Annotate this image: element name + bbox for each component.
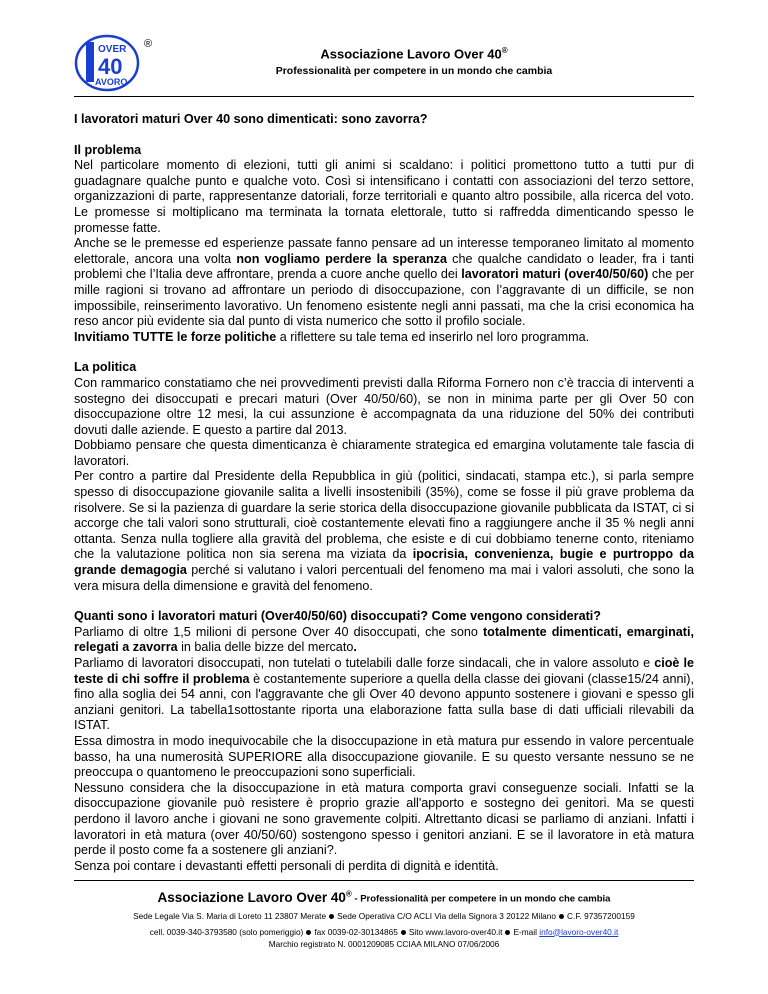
header-subtitle: Professionalità per competere in un mondo che cambia <box>275 65 553 77</box>
section-heading-quanti: Quanti sono i lavoratori maturi (Over40/50/60) disoccupati? Come vengono considerati? <box>74 609 601 624</box>
footer-subtitle: - Professionalità per competere in un mondo che cambia <box>351 893 611 905</box>
document-body <box>74 112 694 874</box>
page-footer <box>74 880 694 950</box>
paragraph: Parliamo di lavoratori disoccupati, non tutelati o tutelabili dalle forze sindacali, che in valore assoluto e cioè le teste di chi soffre il problema è costantemente superiore a quella della classe dei giovani (classe15/24 anni), fino alla soglia dei 54 anni, con l'aggravante che gli Over 40 devono appunto sostenere i giovani e spesso gli anziani genitori. La tabella1sottostante riporta una elaborazione fatta sulla base di dati ufficiali rilevabili da ISTAT. <box>74 656 694 733</box>
footer-divider <box>74 880 694 881</box>
email-link[interactable]: info@lavoro-over40.it <box>539 926 619 937</box>
paragraph: Nessuno considera che la disoccupazione in età matura comporta gravi conseguenze sociali. Infatti se la disoccupazione giovanile può resistere è proprio grazie all'apporto e sostegno dei genitori. Ma se questi perdono il lavoro anche i giovani ne sono gravemente colpiti. Altrettanto dicasi se parliamo di anziani. Infatti i lavoratori in età matura (over 40/50/60) sostengono spesso i genitori anziani. E se il lavoratore in età matura perde il posto come fa a sostenere gli anziani?. <box>74 780 694 858</box>
header-title <box>74 46 694 61</box>
paragraph: Essa dimostra in modo inequivocabile che la disoccupazione in età matura pur essendo in valore percentuale basso, ha una numerosità SUPERIORE alla disoccupazione giovanile. E su questo versante nessuno se ne preoccupa o quantomeno le preoccupazioni sono superficiali. <box>74 733 694 780</box>
registered-mark: ® <box>144 38 153 50</box>
section-heading-politica: La politica <box>74 360 137 375</box>
header-title-text: Associazione Lavoro Over 40 <box>320 46 502 62</box>
header-title-sup: ® <box>501 46 508 55</box>
footer-trademark-line: Marchio registrato N. 0001209085 CCIAA MILANO 07/06/2006 <box>268 938 500 949</box>
paragraph: Dobbiamo pensare che questa dimenticanza è chiaramente strategica ed emargina volutamente tale fascia di lavoratori. <box>74 438 694 468</box>
paragraph: Parliamo di oltre 1,5 milioni di persone Over 40 disoccupati, che sono totalmente dimenticati, emarginati, relegati a zavorra in balia delle bizze del mercato. <box>74 624 694 655</box>
logo-over-text: OVER <box>98 44 127 55</box>
paragraph: Anche se le premesse ed esperienze passate fanno pensare ad un interesse temporaneo limitato al momento elettorale, ancora una volta non vogliamo perdere la speranza che qualche candidato o leader, fra i tanti problemi che l’Italia deve affrontare, prenda a cuore anche quello dei lavoratori maturi (over40/50/60) che per mille ragioni si trovano ad affrontare un periodo di disoccupazione, con l’aggravante di un difficile, se non impossibile, reinserimento lavorativo. Un fenomeno esistente negli anni passati, ma che la crisi economica ha reso ancor più evidente sia dal punto di vista numerico che sotto il profilo sociale. <box>74 236 694 329</box>
footer-title-line <box>74 889 694 905</box>
paragraph: Senza poi contare i devastanti effetti personali di perdita di dignità e identità. <box>74 858 499 873</box>
footer-contact-line: cell. 0039-340-3793580 (solo pomeriggio) fax 0039-02-30134865 Sito www.lavoro-over40.it E-mail info@lavoro-over40.it <box>149 926 619 937</box>
footer-title: Associazione Lavoro Over 40® <box>157 889 352 905</box>
paragraph: Nel particolare momento di elezioni, tutti gli animi si scaldano: i politici promettono tutto a tutti pur di guadagnare qualche punto e qualche voto. Così si intensificano i contatti con associazioni del terzo settore, organizzazioni di parte, rappresentanze datoriali, forze territoriali e quanto altro possibile, alla ricerca del voto. Le promesse si moltiplicano ma terminata la tornata elettorale, tutto si raffredda dimenticando spesso le promesse fatte. <box>74 158 694 235</box>
document-title: I lavoratori maturi Over 40 sono dimenticati: sono zavorra? <box>74 112 428 126</box>
header-divider <box>74 96 694 97</box>
bullet-icon <box>559 914 564 919</box>
section-heading-problema: Il problema <box>74 142 142 157</box>
footer-address-line: Sede Legale Via S. Maria di Loreto 11 23807 Merate Sede Operativa C/O ACLI Via della Signora 3 20122 Milano C.F. 97357200159 <box>133 910 635 921</box>
paragraph: Con rammarico constatiamo che nei provvedimenti previsti dalla Riforma Fornero non c’è traccia di interventi a sostegno dei disoccupati e precari maturi (Over 40/50/60), se non in minima parte per gli Over 50 con disoccupazione oltre 12 mesi, la cui assunzione è accompagnata da una riduzione del 50% dei contributi dovuti dalle aziende. E questo a partire dal 2013. <box>74 375 694 437</box>
bullet-icon <box>505 930 510 935</box>
bullet-icon <box>306 930 311 935</box>
bullet-icon <box>329 914 334 919</box>
page-header <box>74 34 694 92</box>
bullet-icon <box>401 930 406 935</box>
paragraph: Per contro a partire dal Presidente della Repubblica in giù (politici, sindacati, stampa etc.), si parla sempre spesso di disoccupazione giovanile salita a livelli insostenibili (35%), come se fosse il più grave problema da risolvere. Se si la pazienza di guardare la serie storica della disoccupazione giovanile pubblicata da ISTAT, ci si accorge che tali valori sono strutturali, cioè costantemente elevati fino a raggiungere anche il 35 % negli anni ottanta. Senza nulla togliere alla gravità del problema, che esiste e di cui dobbiamo tenerne conto, riteniamo che la valutazione politica non sia serena ma viziata da ipocrisia, convenienza, bugie e purtroppo da grande demagogia perché si valutano i valori percentuali del fenomeno ma mai i valori assoluti, che sono la vera misura della dimensione e gravità del fenomeno. <box>74 469 695 593</box>
paragraph: Invitiamo TUTTE le forze politiche a riflettere su tale tema ed inserirlo nel loro programma. <box>74 329 590 344</box>
logo-lavoro-text: AVORO <box>95 77 128 87</box>
over40-logo <box>74 34 140 92</box>
logo-40-text: 40 <box>98 54 123 79</box>
